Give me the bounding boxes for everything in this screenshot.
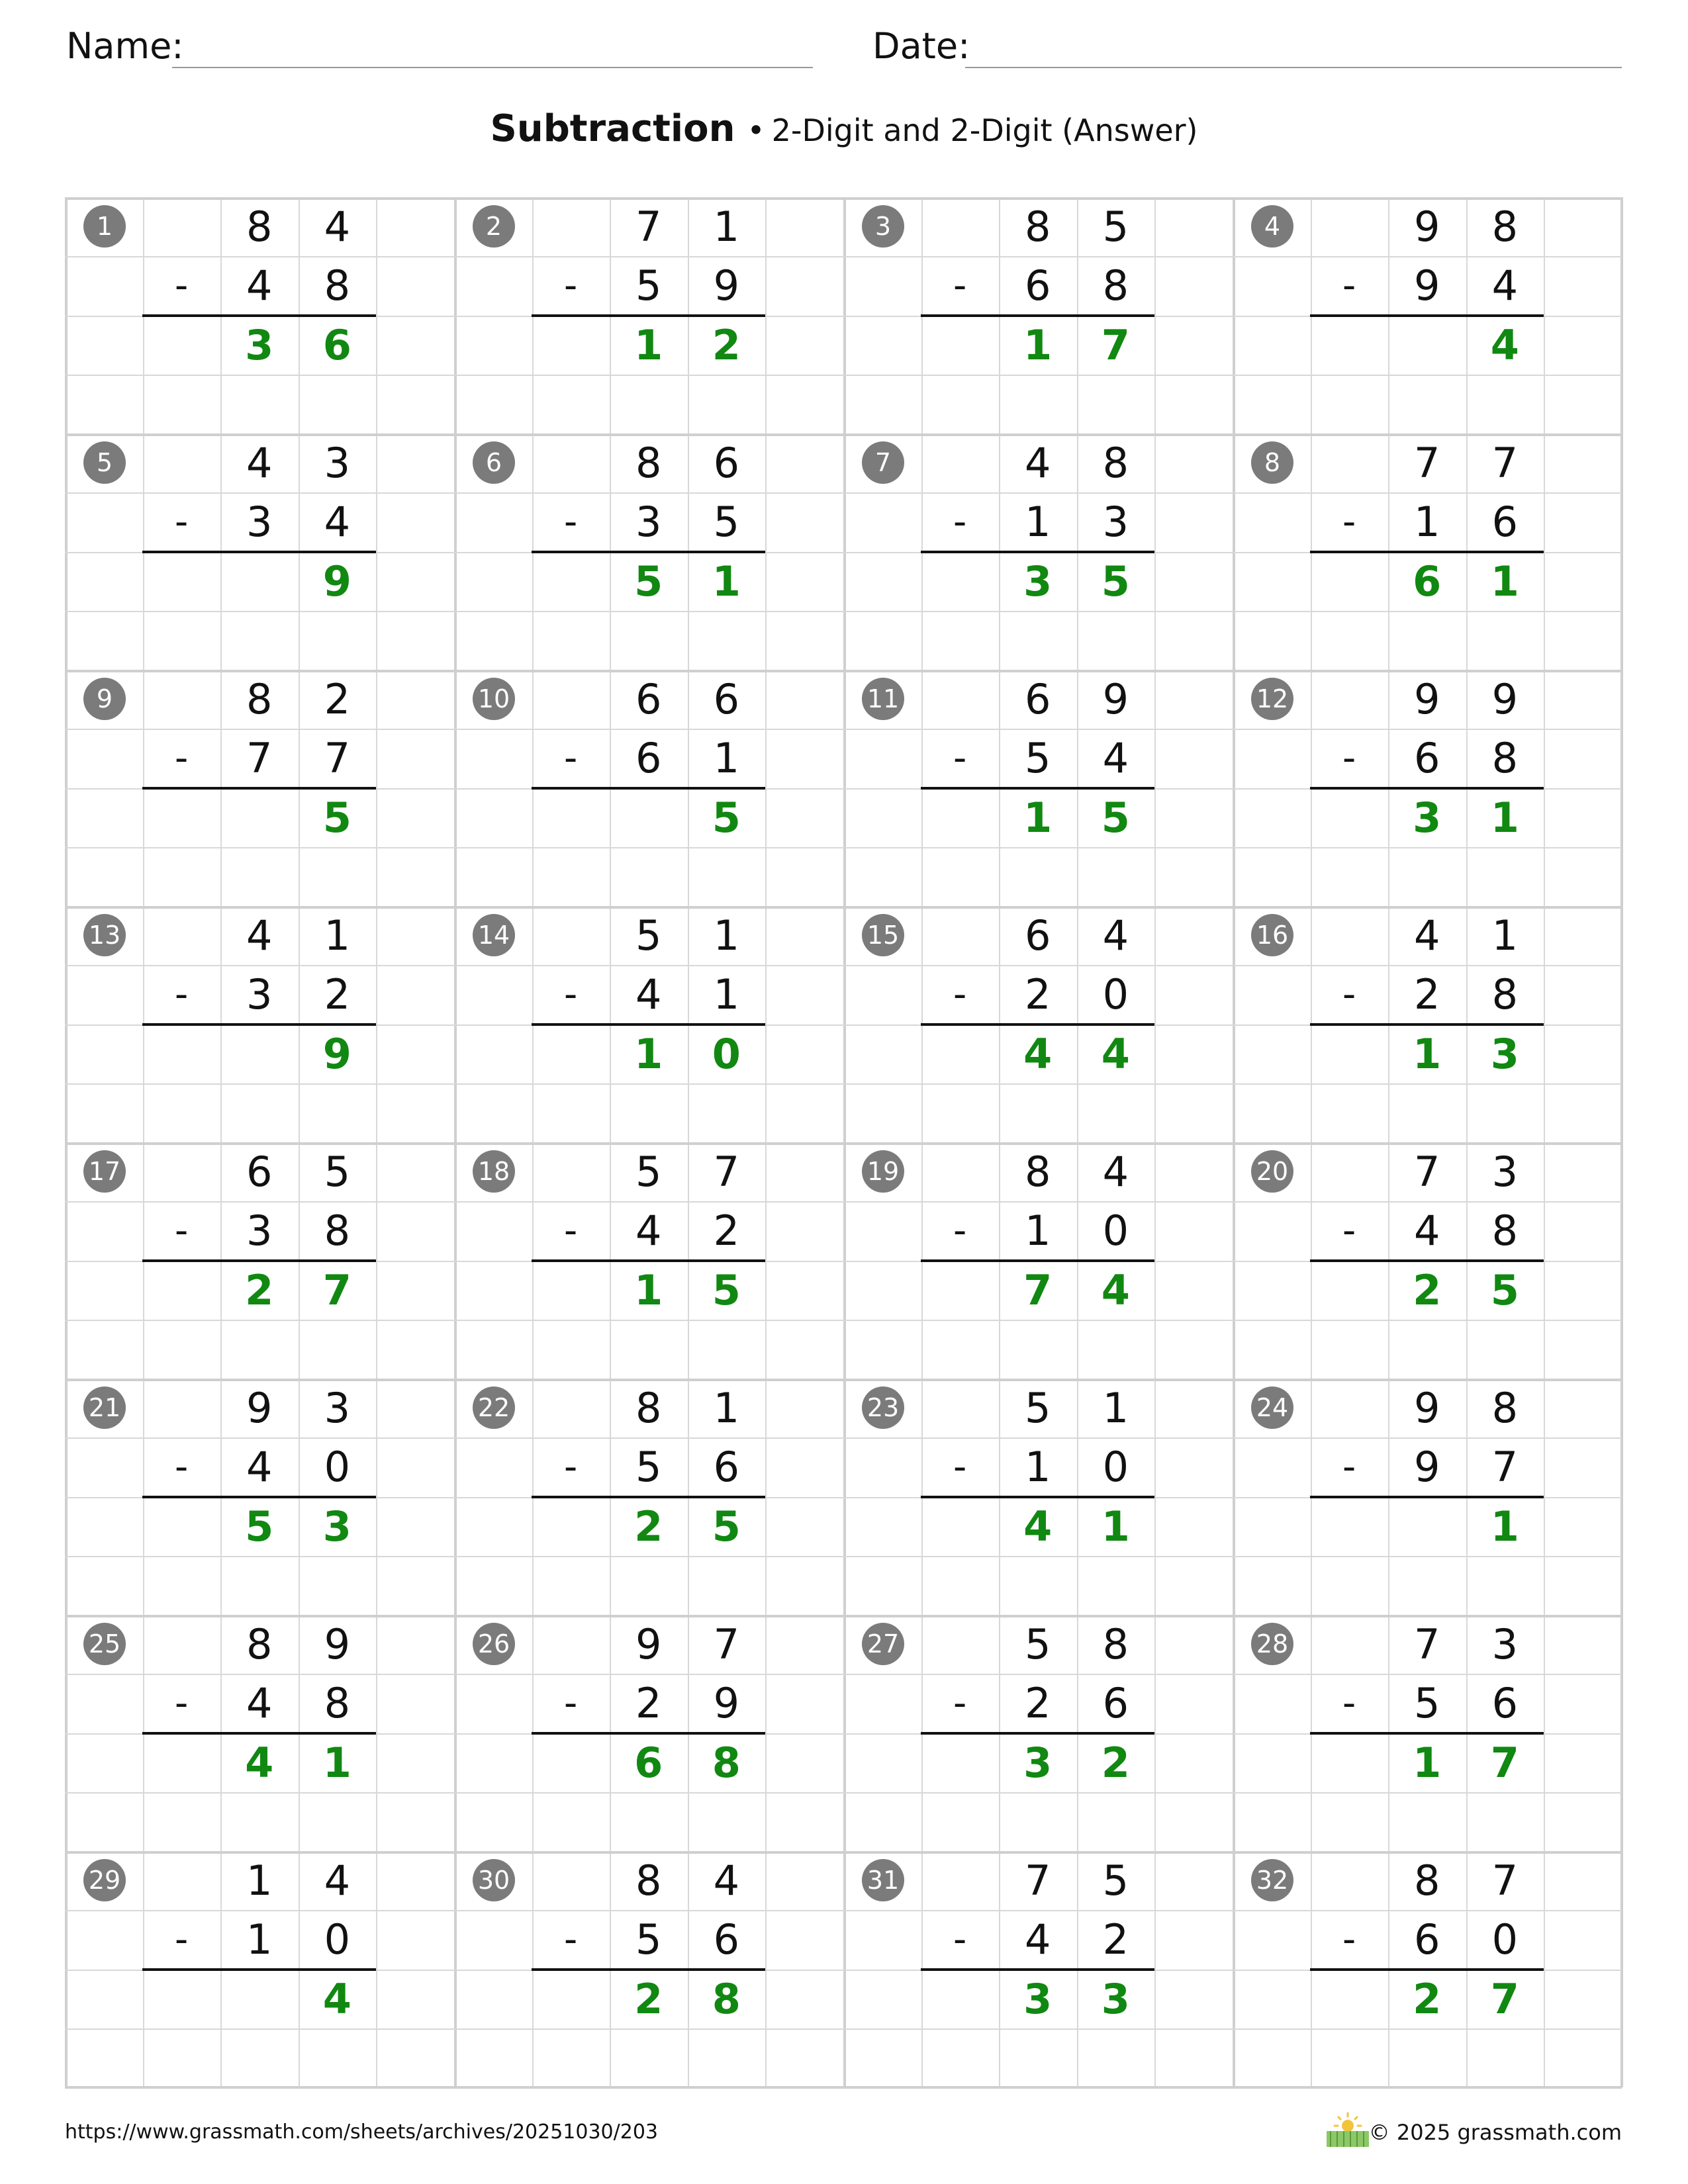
- problem-30: [454, 1851, 843, 2087]
- subtrahend-digit: 9: [713, 1679, 740, 1728]
- subtrahend-digit: 1: [713, 734, 740, 783]
- name-label: Name:: [66, 25, 184, 67]
- grass-sun-logo-icon: [1324, 2111, 1372, 2148]
- minus-sign: -: [953, 1209, 967, 1253]
- answer-digit: 5: [322, 793, 352, 842]
- answer-digit: 2: [1413, 1265, 1442, 1314]
- minus-sign: -: [174, 1445, 189, 1489]
- minuend-digit: 8: [246, 203, 273, 251]
- answer-digit: 2: [1101, 1738, 1130, 1787]
- problem-14: [454, 906, 843, 1142]
- minuend-digit: 4: [713, 1856, 740, 1905]
- problem-number-badge: 6: [473, 441, 515, 484]
- name-line[interactable]: [172, 67, 813, 68]
- subtrahend-digit: 9: [1413, 261, 1440, 310]
- minus-sign: -: [1342, 1209, 1356, 1253]
- minuend-digit: 6: [713, 675, 740, 723]
- subtrahend-digit: 4: [1413, 1206, 1440, 1255]
- answer-digit: 1: [712, 557, 741, 606]
- minus-sign: -: [953, 1682, 967, 1725]
- subtrahend-digit: 2: [1024, 1679, 1051, 1728]
- answer-digit: 7: [1023, 1265, 1053, 1314]
- problem-26: [454, 1615, 843, 1851]
- minuend-digit: 8: [1024, 203, 1051, 251]
- minus-sign: -: [1342, 737, 1356, 780]
- subtrahend-digit: 0: [324, 1443, 351, 1492]
- problem-number-badge: 20: [1251, 1150, 1293, 1193]
- minuend-digit: 3: [324, 439, 351, 487]
- problem-number-badge: 21: [83, 1387, 126, 1429]
- minuend-digit: 8: [1491, 1384, 1519, 1432]
- answer-digit: 7: [322, 1265, 352, 1314]
- problem-2: [454, 197, 843, 433]
- answer-digit: 5: [1490, 1265, 1519, 1314]
- minuend-digit: 1: [713, 1384, 740, 1432]
- subtrahend-digit: 3: [246, 970, 273, 1019]
- answer-digit: 4: [1490, 320, 1519, 369]
- problem-number-badge: 13: [83, 914, 126, 956]
- subtrahend-digit: 8: [1102, 261, 1129, 310]
- problem-6: [454, 433, 843, 670]
- subtrahend-digit: 6: [1491, 1679, 1519, 1728]
- answer-digit: 1: [1413, 1029, 1442, 1078]
- answer-digit: 8: [712, 1974, 741, 2023]
- subtrahend-digit: 6: [713, 1915, 740, 1964]
- problem-19: [843, 1142, 1233, 1379]
- title-separator: •: [747, 113, 765, 148]
- subtrahend-digit: 5: [635, 1443, 662, 1492]
- worksheet-grid: [65, 197, 1622, 2087]
- minus-sign: -: [1342, 264, 1356, 308]
- problem-number-badge: 28: [1251, 1623, 1293, 1665]
- problem-number-badge: 30: [473, 1859, 515, 1901]
- problem-number-badge: 7: [862, 441, 904, 484]
- minuend-digit: 3: [1491, 1148, 1519, 1196]
- minus-sign: -: [563, 1209, 578, 1253]
- problem-number-badge: 11: [862, 678, 904, 720]
- minuend-digit: 1: [713, 911, 740, 960]
- problem-5: [65, 433, 454, 670]
- answer-digit: 5: [712, 1502, 741, 1551]
- answer-digit: 0: [712, 1029, 741, 1078]
- answer-digit: 1: [634, 320, 663, 369]
- minuend-digit: 2: [324, 675, 351, 723]
- minuend-digit: 9: [1491, 675, 1519, 723]
- subtrahend-digit: 7: [1491, 1443, 1519, 1492]
- answer-digit: 4: [1101, 1029, 1130, 1078]
- minus-sign: -: [174, 500, 189, 544]
- answer-digit: 3: [1023, 1974, 1053, 2023]
- minuend-digit: 8: [1102, 1620, 1129, 1668]
- subtrahend-digit: 8: [324, 1679, 351, 1728]
- answer-digit: 4: [1023, 1029, 1053, 1078]
- answer-digit: 7: [1490, 1974, 1519, 2023]
- minus-sign: -: [953, 1445, 967, 1489]
- minuend-digit: 4: [1024, 439, 1051, 487]
- subtrahend-digit: 0: [1491, 1915, 1519, 1964]
- problem-7: [843, 433, 1233, 670]
- minus-sign: -: [174, 264, 189, 308]
- problem-number-badge: 15: [862, 914, 904, 956]
- minuend-digit: 9: [1413, 675, 1440, 723]
- minuend-digit: 7: [1413, 1620, 1440, 1668]
- problem-number-badge: 22: [473, 1387, 515, 1429]
- subtrahend-digit: 8: [324, 1206, 351, 1255]
- subtrahend-digit: 2: [713, 1206, 740, 1255]
- subtrahend-digit: 1: [1024, 498, 1051, 547]
- subtrahend-digit: 4: [246, 261, 273, 310]
- problem-18: [454, 1142, 843, 1379]
- problem-32: [1233, 1851, 1622, 2087]
- minus-sign: -: [563, 500, 578, 544]
- minuend-digit: 6: [1024, 675, 1051, 723]
- answer-digit: 1: [1023, 793, 1053, 842]
- problem-number-badge: 27: [862, 1623, 904, 1665]
- problem-number-badge: 2: [473, 205, 515, 248]
- subtrahend-digit: 5: [1413, 1679, 1440, 1728]
- minus-sign: -: [174, 737, 189, 780]
- answer-digit: 1: [1490, 1502, 1519, 1551]
- date-line[interactable]: [965, 67, 1622, 68]
- minuend-digit: 5: [1102, 203, 1129, 251]
- answer-digit: 5: [712, 1265, 741, 1314]
- subtrahend-digit: 0: [324, 1915, 351, 1964]
- answer-digit: 8: [712, 1738, 741, 1787]
- page-title: [0, 106, 1688, 161]
- minuend-digit: 3: [1491, 1620, 1519, 1668]
- problem-11: [843, 670, 1233, 906]
- answer-digit: 5: [1101, 793, 1130, 842]
- subtrahend-digit: 2: [324, 970, 351, 1019]
- minus-sign: -: [563, 1445, 578, 1489]
- subtrahend-digit: 4: [246, 1679, 273, 1728]
- minuend-digit: 7: [713, 1148, 740, 1196]
- footer-copyright: © 2025 grassmath.com: [1368, 2120, 1622, 2145]
- minuend-digit: 7: [1024, 1856, 1051, 1905]
- subtrahend-digit: 1: [1024, 1206, 1051, 1255]
- minus-sign: -: [174, 1682, 189, 1725]
- minus-sign: -: [953, 264, 967, 308]
- subtrahend-digit: 4: [324, 498, 351, 547]
- subtrahend-digit: 7: [324, 734, 351, 783]
- minuend-digit: 8: [1102, 439, 1129, 487]
- minuend-digit: 4: [246, 439, 273, 487]
- minus-sign: -: [1342, 1918, 1356, 1962]
- subtrahend-digit: 3: [635, 498, 662, 547]
- subtrahend-digit: 4: [1024, 1915, 1051, 1964]
- minus-sign: -: [174, 1918, 189, 1962]
- minus-sign: -: [174, 973, 189, 1017]
- minuend-digit: 3: [324, 1384, 351, 1432]
- minuend-digit: 8: [1491, 203, 1519, 251]
- problem-29: [65, 1851, 454, 2087]
- minuend-digit: 5: [635, 1148, 662, 1196]
- answer-digit: 2: [634, 1502, 663, 1551]
- answer-digit: 5: [634, 557, 663, 606]
- problem-number-badge: 18: [473, 1150, 515, 1193]
- answer-digit: 3: [322, 1502, 352, 1551]
- minuend-digit: 9: [1413, 203, 1440, 251]
- minuend-digit: 1: [1102, 1384, 1129, 1432]
- minuend-digit: 8: [246, 675, 273, 723]
- subtrahend-digit: 6: [1413, 1915, 1440, 1964]
- answer-digit: 3: [1023, 1738, 1053, 1787]
- minuend-digit: 9: [635, 1620, 662, 1668]
- answer-digit: 1: [1413, 1738, 1442, 1787]
- answer-digit: 2: [245, 1265, 274, 1314]
- answer-digit: 3: [1101, 1974, 1130, 2023]
- minuend-digit: 1: [246, 1856, 273, 1905]
- date-label: Date:: [872, 25, 970, 67]
- subtrahend-digit: 1: [1024, 1443, 1051, 1492]
- answer-digit: 5: [712, 793, 741, 842]
- answer-digit: 1: [634, 1265, 663, 1314]
- problem-number-badge: 4: [1251, 205, 1293, 248]
- subtrahend-digit: 6: [635, 734, 662, 783]
- answer-digit: 1: [1490, 557, 1519, 606]
- answer-digit: 3: [1023, 557, 1053, 606]
- problem-31: [843, 1851, 1233, 2087]
- minuend-digit: 1: [1491, 911, 1519, 960]
- minus-sign: -: [1342, 973, 1356, 1017]
- minuend-digit: 4: [1413, 911, 1440, 960]
- minus-sign: -: [953, 1918, 967, 1962]
- problem-23: [843, 1379, 1233, 1615]
- problem-8: [1233, 433, 1622, 670]
- minus-sign: -: [563, 737, 578, 780]
- answer-digit: 4: [322, 1974, 352, 2023]
- subtrahend-digit: 2: [1413, 970, 1440, 1019]
- answer-digit: 7: [1490, 1738, 1519, 1787]
- problem-25: [65, 1615, 454, 1851]
- minus-sign: -: [563, 1918, 578, 1962]
- minus-sign: -: [953, 737, 967, 780]
- problem-number-badge: 9: [83, 678, 126, 720]
- minus-sign: -: [174, 1209, 189, 1253]
- subtrahend-digit: 7: [246, 734, 273, 783]
- minuend-digit: 4: [324, 1856, 351, 1905]
- problem-9: [65, 670, 454, 906]
- answer-digit: 6: [322, 320, 352, 369]
- subtrahend-digit: 4: [1491, 261, 1519, 310]
- problem-24: [1233, 1379, 1622, 1615]
- minuend-digit: 4: [324, 203, 351, 251]
- problem-28: [1233, 1615, 1622, 1851]
- minus-sign: -: [953, 500, 967, 544]
- minus-sign: -: [563, 264, 578, 308]
- subtrahend-digit: 8: [1491, 970, 1519, 1019]
- problem-17: [65, 1142, 454, 1379]
- minuend-digit: 7: [1413, 439, 1440, 487]
- minuend-digit: 8: [635, 1856, 662, 1905]
- answer-digit: 2: [1413, 1974, 1442, 2023]
- problem-number-badge: 10: [473, 678, 515, 720]
- problem-number-badge: 3: [862, 205, 904, 248]
- title-subtitle: 2-Digit and 2-Digit (Answer): [771, 113, 1198, 148]
- minuend-digit: 8: [246, 1620, 273, 1668]
- minuend-digit: 7: [713, 1620, 740, 1668]
- subtrahend-digit: 9: [1413, 1443, 1440, 1492]
- answer-digit: 1: [1101, 1502, 1130, 1551]
- minuend-digit: 8: [635, 1384, 662, 1432]
- minus-sign: -: [563, 1682, 578, 1725]
- subtrahend-digit: 4: [635, 1206, 662, 1255]
- subtrahend-digit: 5: [713, 498, 740, 547]
- minuend-digit: 4: [246, 911, 273, 960]
- problem-number-badge: 14: [473, 914, 515, 956]
- problem-number-badge: 5: [83, 441, 126, 484]
- answer-digit: 4: [245, 1738, 274, 1787]
- answer-digit: 1: [1023, 320, 1053, 369]
- subtrahend-digit: 2: [1102, 1915, 1129, 1964]
- problem-3: [843, 197, 1233, 433]
- subtrahend-digit: 6: [1413, 734, 1440, 783]
- answer-digit: 1: [1490, 793, 1519, 842]
- minuend-digit: 5: [635, 911, 662, 960]
- problem-4: [1233, 197, 1622, 433]
- subtrahend-digit: 8: [1491, 1206, 1519, 1255]
- minuend-digit: 5: [324, 1148, 351, 1196]
- minuend-digit: 6: [1024, 911, 1051, 960]
- minuend-digit: 5: [1024, 1384, 1051, 1432]
- minuend-digit: 9: [324, 1620, 351, 1668]
- problem-number-badge: 29: [83, 1859, 126, 1901]
- subtrahend-digit: 4: [1102, 734, 1129, 783]
- problem-number-badge: 12: [1251, 678, 1293, 720]
- minuend-digit: 7: [1491, 1856, 1519, 1905]
- subtrahend-digit: 6: [713, 1443, 740, 1492]
- subtrahend-digit: 0: [1102, 970, 1129, 1019]
- problem-16: [1233, 906, 1622, 1142]
- minuend-digit: 5: [1024, 1620, 1051, 1668]
- subtrahend-digit: 8: [324, 261, 351, 310]
- subtrahend-digit: 5: [1024, 734, 1051, 783]
- answer-digit: 5: [245, 1502, 274, 1551]
- minuend-digit: 7: [635, 203, 662, 251]
- answer-digit: 7: [1101, 320, 1130, 369]
- answer-digit: 3: [245, 320, 274, 369]
- minuend-digit: 6: [635, 675, 662, 723]
- answer-digit: 1: [322, 1738, 352, 1787]
- problem-number-badge: 31: [862, 1859, 904, 1901]
- subtrahend-digit: 1: [1413, 498, 1440, 547]
- minuend-digit: 7: [1491, 439, 1519, 487]
- answer-digit: 4: [1023, 1502, 1053, 1551]
- subtrahend-digit: 6: [1102, 1679, 1129, 1728]
- minuend-digit: 7: [1413, 1148, 1440, 1196]
- problem-number-badge: 32: [1251, 1859, 1293, 1901]
- answer-digit: 6: [1413, 557, 1442, 606]
- subtrahend-digit: 0: [1102, 1206, 1129, 1255]
- minus-sign: -: [1342, 1445, 1356, 1489]
- subtrahend-digit: 3: [246, 498, 273, 547]
- problem-number-badge: 16: [1251, 914, 1293, 956]
- problem-number-badge: 8: [1251, 441, 1293, 484]
- answer-digit: 2: [634, 1974, 663, 2023]
- footer-url: https://www.grassmath.com/sheets/archives/20251030/203: [65, 2120, 659, 2144]
- subtrahend-digit: 9: [713, 261, 740, 310]
- minus-sign: -: [1342, 500, 1356, 544]
- answer-digit: 9: [322, 557, 352, 606]
- minuend-digit: 4: [1102, 1148, 1129, 1196]
- problem-number-badge: 23: [862, 1387, 904, 1429]
- problem-10: [454, 670, 843, 906]
- minus-sign: -: [1342, 1682, 1356, 1725]
- problem-12: [1233, 670, 1622, 906]
- problem-number-badge: 1: [83, 205, 126, 248]
- answer-digit: 1: [634, 1029, 663, 1078]
- answer-digit: 3: [1413, 793, 1442, 842]
- answer-digit: 3: [1490, 1029, 1519, 1078]
- subtrahend-digit: 5: [635, 1915, 662, 1964]
- minuend-digit: 9: [1413, 1384, 1440, 1432]
- problem-number-badge: 26: [473, 1623, 515, 1665]
- problem-13: [65, 906, 454, 1142]
- subtrahend-digit: 1: [246, 1915, 273, 1964]
- subtrahend-digit: 3: [1102, 498, 1129, 547]
- problem-22: [454, 1379, 843, 1615]
- subtrahend-digit: 5: [635, 261, 662, 310]
- answer-digit: 6: [634, 1738, 663, 1787]
- problem-20: [1233, 1142, 1622, 1379]
- minuend-digit: 9: [1102, 675, 1129, 723]
- problem-15: [843, 906, 1233, 1142]
- subtrahend-digit: 6: [1491, 498, 1519, 547]
- answer-digit: 2: [712, 320, 741, 369]
- subtrahend-digit: 2: [1024, 970, 1051, 1019]
- minuend-digit: 9: [246, 1384, 273, 1432]
- problem-number-badge: 17: [83, 1150, 126, 1193]
- subtrahend-digit: 3: [246, 1206, 273, 1255]
- problem-21: [65, 1379, 454, 1615]
- subtrahend-digit: 4: [246, 1443, 273, 1492]
- problem-number-badge: 19: [862, 1150, 904, 1193]
- minuend-digit: 1: [713, 203, 740, 251]
- problem-27: [843, 1615, 1233, 1851]
- problem-number-badge: 25: [83, 1623, 126, 1665]
- subtrahend-digit: 8: [1491, 734, 1519, 783]
- answer-digit: 5: [1101, 557, 1130, 606]
- minuend-digit: 8: [1413, 1856, 1440, 1905]
- subtrahend-digit: 1: [713, 970, 740, 1019]
- answer-digit: 4: [1101, 1265, 1130, 1314]
- title-main: Subtraction: [490, 107, 735, 150]
- problem-number-badge: 24: [1251, 1387, 1293, 1429]
- minus-sign: -: [953, 973, 967, 1017]
- problem-1: [65, 197, 454, 433]
- minuend-digit: 8: [635, 439, 662, 487]
- answer-digit: 9: [322, 1029, 352, 1078]
- minus-sign: -: [563, 973, 578, 1017]
- minuend-digit: 8: [1024, 1148, 1051, 1196]
- subtrahend-digit: 6: [1024, 261, 1051, 310]
- minuend-digit: 6: [713, 439, 740, 487]
- minuend-digit: 4: [1102, 911, 1129, 960]
- minuend-digit: 1: [324, 911, 351, 960]
- subtrahend-digit: 0: [1102, 1443, 1129, 1492]
- subtrahend-digit: 2: [635, 1679, 662, 1728]
- subtrahend-digit: 4: [635, 970, 662, 1019]
- minuend-digit: 6: [246, 1148, 273, 1196]
- minuend-digit: 5: [1102, 1856, 1129, 1905]
